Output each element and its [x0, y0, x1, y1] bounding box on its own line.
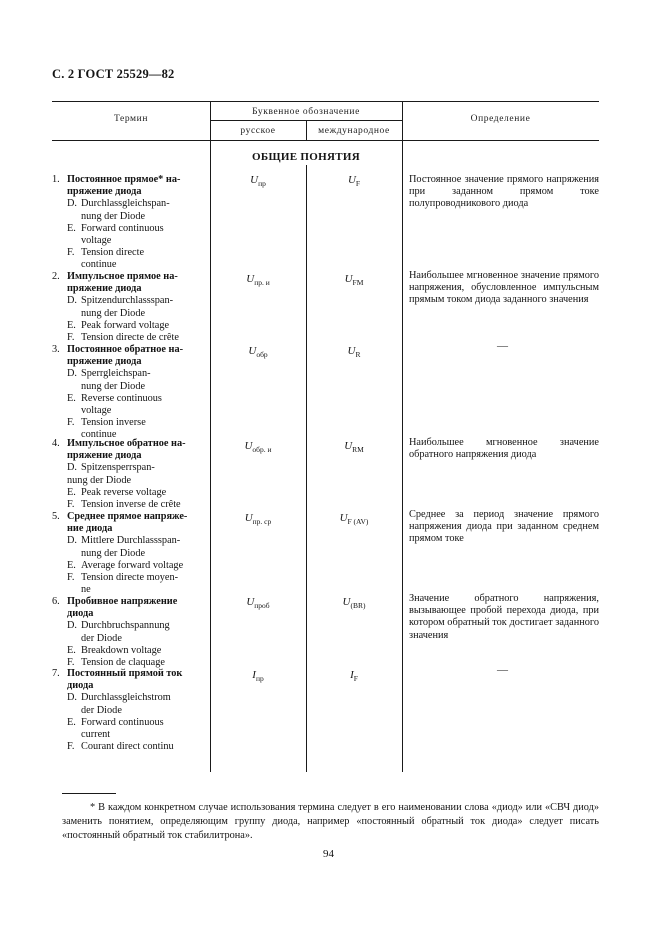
lang-code: F. [67, 417, 75, 429]
lang-code: D. [67, 620, 78, 632]
table-top-rule [52, 101, 599, 102]
term-entry [52, 668, 212, 753]
foreign-term: Peak forward voltage [81, 319, 170, 331]
foreign-term-cont: continue [81, 429, 117, 441]
lang-code: D. [67, 198, 78, 210]
header-term: Термин [113, 114, 149, 124]
definition-dash: — [497, 664, 508, 676]
lang-code: F. [67, 247, 75, 259]
entry-number: 5. [52, 511, 60, 522]
foreign-term-cont: voltage [81, 235, 112, 247]
lang-code: D. [67, 462, 78, 474]
foreign-term: Sperrgleichspan- [81, 368, 151, 380]
foreign-term-cont: nung der Diode [81, 380, 146, 392]
international-symbol: $U_{RM}$ [344, 440, 364, 454]
term-entry [52, 511, 212, 596]
foreign-term: Durchlassgleichstrom [81, 692, 171, 704]
entry-number: 7. [52, 668, 60, 679]
entry-number: 3. [52, 344, 60, 355]
russian-term-cont: пряжение диода [67, 283, 142, 295]
foreign-term-cont: der Diode [81, 704, 122, 716]
foreign-term-cont: nung der Diode [81, 210, 146, 222]
russian-term-cont: диода [67, 608, 94, 620]
international-symbol: $U_{(BR)}$ [342, 596, 366, 610]
russian-symbol: $U_{обр. и}$ [244, 440, 272, 454]
foreign-term: Tension de claquage [81, 657, 165, 669]
foreign-term: Spitzensperrspan- [81, 462, 155, 474]
lang-code: D. [67, 368, 78, 380]
foreign-term-cont: voltage [81, 405, 112, 417]
term-entry [52, 344, 212, 442]
entry-number: 4. [52, 438, 60, 449]
header-russian: русское [240, 126, 276, 136]
foreign-term: Mittlere Durchlassspan- [81, 535, 181, 547]
russian-term-cont: пряжение диода [67, 450, 142, 462]
lang-code: E. [67, 644, 76, 656]
table-header-bottom-rule [52, 140, 599, 141]
definition: Наибольшее мгновенное значение прямого напряжения, обусловленное импульсным прямым током диода заданного значения [409, 270, 599, 306]
international-symbol: $U_R$ [347, 345, 361, 359]
foreign-term: Peak reverse voltage [81, 486, 167, 498]
lang-code: F. [67, 332, 75, 344]
lang-code: E. [67, 222, 76, 234]
column-divider-3 [402, 101, 403, 772]
foreign-term-cont: nung der Diode [81, 547, 146, 559]
lang-code: E. [67, 559, 76, 571]
definition-dash: — [497, 340, 508, 352]
definition: Значение обратного напряжения, вызывающее пробой перехода диода, при котором обратный ток достигает заданного значения [409, 593, 599, 641]
russian-symbol: $U_{пр. ср}$ [244, 512, 272, 526]
foreign-term: Tension directe de crête [81, 332, 179, 344]
foreign-term-cont: continue [81, 259, 117, 271]
russian-symbol: $U_{обр}$ [248, 345, 268, 359]
foreign-term: Reverse continuous [81, 392, 162, 404]
header-letter-designation: Буквенное обозначение [252, 107, 360, 117]
foreign-term: Forward continuous [81, 222, 164, 234]
foreign-term-cont: nung der Diode [81, 307, 146, 319]
lang-code: E. [67, 486, 76, 498]
lang-code: D. [67, 535, 78, 547]
foreign-term: Tension directe [81, 247, 145, 259]
russian-term: Постоянное прямое* на- [67, 174, 181, 185]
lang-code: F. [67, 657, 75, 669]
russian-symbol: $U_{пр}$ [250, 174, 266, 188]
international-symbol: $U_{F (AV)}$ [339, 512, 369, 526]
definition: Среднее за период значение прямого напряжения диода при заданном среднем прямом токе [409, 509, 599, 545]
term-entry [52, 174, 212, 272]
russian-term-cont: диода [67, 680, 94, 692]
russian-term: Постоянное обратное на- [67, 344, 184, 355]
foreign-term: Tension inverse de crête [81, 499, 181, 511]
foreign-term: Forward continuous [81, 716, 164, 728]
foreign-term: Tension inverse [81, 417, 146, 429]
russian-term-cont: пряжение диода [67, 356, 142, 368]
footnote: * В каждом конкретном случае использования термина следует в его наименовании слова «диод» или «СВЧ диод» заменить понятием, определяющим группу диода, например «постоянный обратный ток диода» следует писать «постоянный обратный ток стабилитрона». [62, 802, 599, 841]
foreign-term: Durchlassgleichspan- [81, 198, 170, 210]
lang-code: D. [67, 692, 78, 704]
header-definition: Определение [470, 114, 531, 124]
russian-symbol: $U_{проб}$ [246, 596, 270, 610]
definition: Наибольшее мгновенное значение обратного напряжения диода [409, 437, 599, 461]
russian-term: Импульсное обратное на- [67, 438, 186, 449]
foreign-term: Breakdown voltage [81, 644, 162, 656]
lang-code: F. [67, 499, 75, 511]
russian-term: Пробивное напряжение [67, 596, 178, 607]
lang-code: E. [67, 319, 76, 331]
international-symbol: $I_F$ [350, 669, 358, 683]
term-entry [52, 438, 212, 511]
russian-term-cont: ние диода [67, 523, 113, 535]
foreign-term: Tension directe moyen- [81, 572, 179, 584]
foreign-term: Spitzendurchlassspan- [81, 295, 174, 307]
russian-term: Постоянный прямой ток [67, 668, 183, 679]
footnote-separator [62, 793, 116, 794]
term-entry [52, 271, 212, 344]
lang-code: F. [67, 741, 75, 753]
lang-code: E. [67, 392, 76, 404]
foreign-term: Durchbruchspannung [81, 620, 170, 632]
entry-number: 6. [52, 596, 60, 607]
russian-term-cont: пряжение диода [67, 186, 142, 198]
foreign-term-cont: ne [81, 584, 91, 596]
russian-term: Импульсное прямое на- [67, 271, 178, 282]
lang-code: F. [67, 572, 75, 584]
section-title: ОБЩИЕ ПОНЯТИЯ [252, 151, 360, 163]
foreign-term: Courant direct continu [81, 741, 174, 753]
lang-code: E. [67, 716, 76, 728]
russian-term: Среднее прямое напряже- [67, 511, 188, 522]
foreign-term-cont: current [81, 729, 111, 741]
foreign-term-cont: nung der Diode [67, 474, 132, 486]
russian-symbol: $U_{пр. и}$ [246, 273, 270, 287]
foreign-term: Average forward voltage [81, 559, 184, 571]
term-entry [52, 596, 212, 669]
russian-symbol: $I_{пр}$ [252, 669, 264, 683]
international-symbol: $U_F$ [347, 174, 361, 188]
header-international: международное [318, 126, 390, 136]
lang-code: D. [67, 295, 78, 307]
page-number: 94 [323, 848, 334, 860]
foreign-term-cont: der Diode [81, 632, 122, 644]
page-header: С. 2 ГОСТ 25529—82 [52, 67, 175, 81]
definition: Постоянное значение прямого напряжения при заданном прямом токе полупроводникового диода [409, 174, 599, 210]
entry-number: 2. [52, 271, 60, 282]
entry-number: 1. [52, 174, 60, 185]
international-symbol: $U_{FM}$ [344, 273, 364, 287]
